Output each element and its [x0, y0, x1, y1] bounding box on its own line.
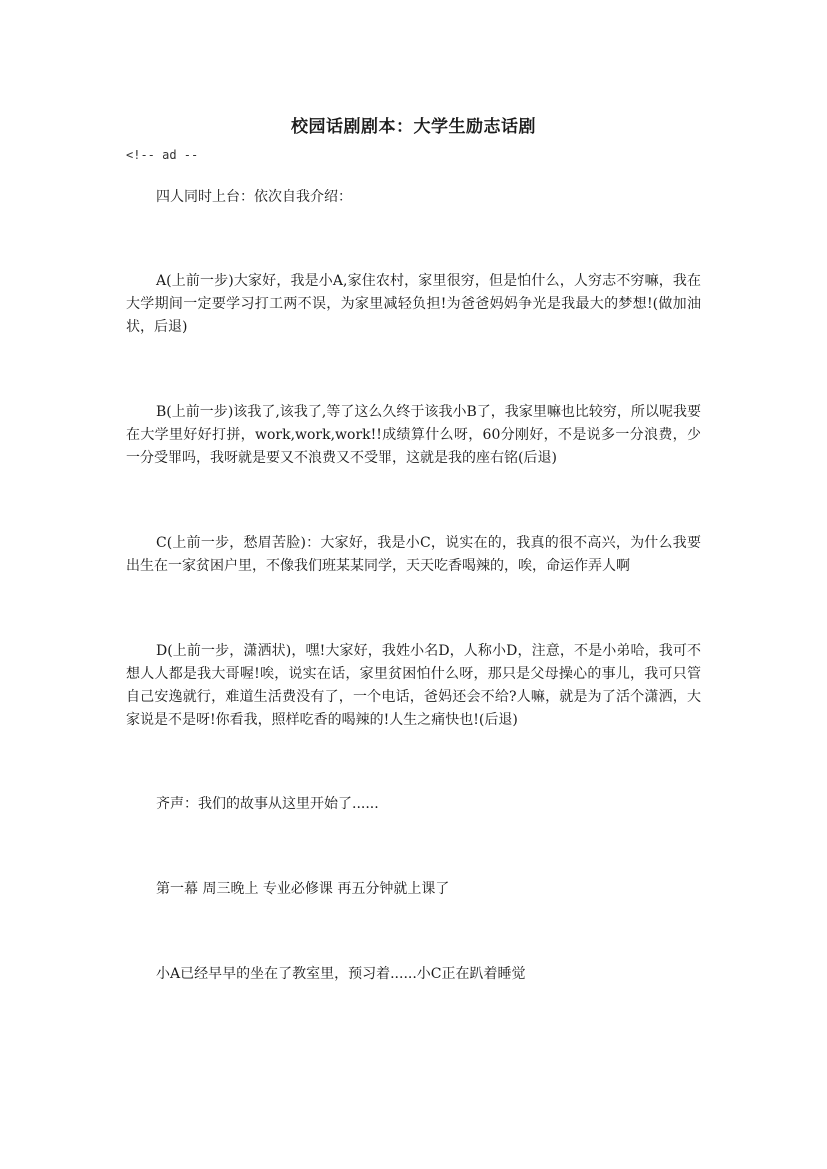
- paragraph-act-one: 第一幕 周三晚上 专业必修课 再五分钟就上课了: [156, 881, 450, 897]
- document-title: 校园话剧剧本：大学生励志话剧: [291, 117, 536, 137]
- paragraph-scene: 小A已经早早的坐在了教室里，预习着......小C正在趴着睡觉: [156, 966, 526, 982]
- paragraph-b: B(上前一步)该我了,该我了,等了这么久终于该我小B了，我家里嘛也比较穷，所以呢我要在大学里好好打拼，work,work,work!!成绩算什么呀，60分刚好，不是说多一分浪费，少一分受罪吗，我呀就是要又不浪费又不受罪，这就是我的座右铭(后退): [126, 404, 701, 466]
- paragraph-c: C(上前一步，愁眉苦脸)：大家好，我是小C，说实在的，我真的很不高兴，为什么我要出生在一家贫困户里，不像我们班某某同学，天天吃香喝辣的，唉，命运作弄人啊: [126, 535, 701, 574]
- paragraph-intro: 四人同时上台：依次自我介绍：: [156, 189, 352, 205]
- paragraph-d: D(上前一步，潇洒状)，嘿!大家好，我姓小名D，人称小D，注意，不是小弟哈，我可不想人人都是我大哥喔!唉，说实在话，家里贫困怕什么呀，那只是父母操心的事儿，我可只管自己安逸就行，难道生活费没有了，一个电话，爸妈还会不给?人嘛，就是为了活个潇洒，大家说是不是呀!你看我，照样吃香的喝辣的!人生之痛快也!(后退): [126, 643, 701, 728]
- ad-comment-text: <!-- ad --: [126, 148, 199, 162]
- paragraph-a: A(上前一步)大家好，我是小A,家住农村，家里很穷，但是怕什么，人穷志不穷嘛，我在大学期间一定要学习打工两不误，为家里减轻负担!为爸爸妈妈争光是我最大的梦想!(做加油状，后退): [126, 273, 701, 335]
- paragraph-chorus: 齐声：我们的故事从这里开始了......: [156, 796, 379, 812]
